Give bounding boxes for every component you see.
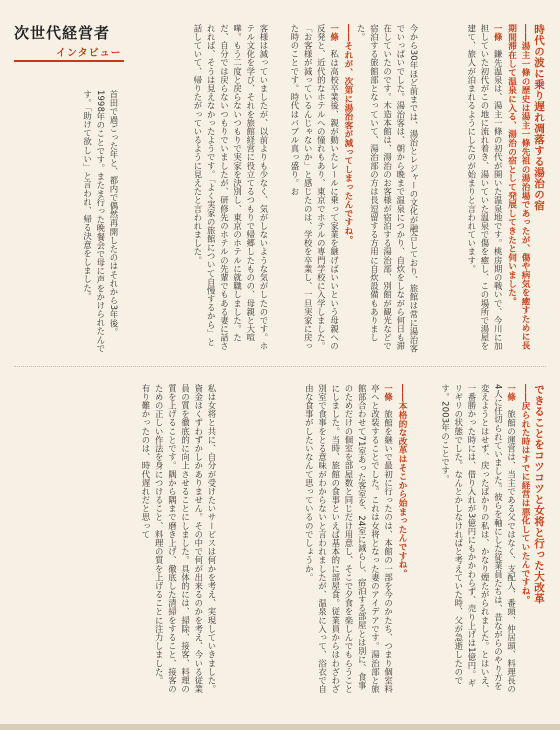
paragraph-5: 首田で過ごった年と、都内で偶然再開したのはそれから3年後。1998年のことです。またま行った晩餐会で母に声をかけられたんです。「助けて欲しい」と言われ、帰る決意をしました。 xyxy=(82,90,119,353)
paragraph-6: 旅館の運営は、当主である父ではなく、支配人、番頭、仲居頭、料理長の4人に任切られていました。彼らを軸にした従業員たちは、昔ながらのやり方を変えようとはせず、戻ったばかりの私は、かなり煙たがられました。とはいえ、一番勝かった時には、借り入れが3億円にもかかわらず、売り上げは1億円。ギリギリの状態でした。なんとかしなければと考えていた時、父が急逝したのです。2003年のことです。 xyxy=(440,384,517,694)
speaker-label: 一條 xyxy=(329,24,340,42)
speaker-label: 一條 xyxy=(506,384,517,402)
speaker-label: 一條 xyxy=(493,24,504,42)
header-rule xyxy=(14,60,124,62)
section-title: 次世代経営者 xyxy=(14,24,111,42)
paragraph-8: 私は女将と共に、自分が受けたいサービスは何かを考え、実現していきました。資金はくずわずかしかありません。その中で何が出来るのかを考え、今いる従業員の質を徹底的に向上させることにしました。具体的には、掃除、接客、料理の質を上げることです。隅から隅まで磨き上げ、徹底した清掃をすること、接客のための正しい作法を身につけること、料理の質を上げることに注力しました。 xyxy=(154,384,217,694)
heading-top: 時代の波に乗り遅れ凋落する湯治の宿 xyxy=(533,24,545,211)
top-column-4 xyxy=(14,90,120,354)
section-subtitle: インタビュー xyxy=(56,48,122,59)
paragraph-4: 客様は減っていましたが、以前よりも少なく、気がしないような気がしたのです。ホテル文化を学び、それを旅館経営に役立てるつもりで帰郷したものの、母親と大喧嘩。もう二度と戻らないつもりで実家を決別し、東京のホテルに就職しました。ただ、自分では戻らないつもりでいましたが、研修先のホテルの先輩でもある妻に話されれば、そうは見えなかったようです。「よく実家の旅館について自慢するから」と話していて、帰りたがっているように見えたと言われました。 xyxy=(192,24,269,351)
paragraph-9: 有り難かったのは、時代遅れだと思って xyxy=(140,384,151,539)
footer-bar xyxy=(0,724,560,730)
top-column-2 xyxy=(282,24,420,354)
section-header xyxy=(14,22,124,70)
bottom-column-2 xyxy=(230,384,408,694)
bottom-column-1 xyxy=(420,384,546,694)
bottom-column-3 xyxy=(14,384,218,694)
paragraph-3: 私は高校卒業後、親が動いたレールに乗って家業を継げばいいという母親への反発と、近代的なホテルへの憧れもあり、東京でホテルの専門学校に入学しました。「お客様が減っているんじゃないか」と感じたのは、学校を卒業し、一旦実家に戻った時のことです。時代はバブル真っ盛り。お xyxy=(289,24,340,351)
heading-bottom-2: ――本格的な改革はそこから始まったんですね。 xyxy=(397,384,407,578)
paragraph-2: 今から30年ほど前までは、湯治とレジャーの文化が融合しており、旅館は常に湯治客でいっぱいでした。湯治客は、朝から晩まで温泉につかり、自炊をしながら何日も滞在していたのです。木造本館は、湯治のお客様が宿泊する湯治部、別館が観光などで宿泊する旅館部となっていて、湯治部の方は長逗留する方用に自炊設備もありました。 xyxy=(356,24,419,353)
top-column-1 xyxy=(434,24,546,354)
heading-bottom-1: できることをコツコツと女将と行った大改革 xyxy=(533,384,545,604)
tier-divider xyxy=(14,366,546,367)
paragraph-1: 鎌先温泉は、湯主一條の初代が開いた温泉地です。桃房期の戦いで、今川に加担していた初代がこの地に流れ着き、湯いていた温泉で傷を癒し、この場所で湯屋を建て、旅人が泊まれるようにしたのが始まりと言われています。 xyxy=(466,24,504,351)
speaker-label: 一條 xyxy=(383,384,394,402)
lead-question-2: ――それが、次第に湯治客が減ってしまったんですね。 xyxy=(342,24,353,244)
lead-question-1: ――湯主一條の歴史は湯主一條先祖の湯治場であったが、傷や病気を癒すために長期間滞在して温泉に入る、湯治の宿として発展してきたと伺いました。 xyxy=(506,24,530,350)
paragraph-7: 旅館を継いで最初に行ったのは、本館の一部を今のかたち、つまり個室料亭へと改装することでした。これは女将となった妻のアイデアです。湯治部と旅館部合わせて71室あった客室を、24室に減らし、宿泊する部屋とは別に、食事のためだけの個室を部屋数と同じだけ用意し、そこで夕食を楽しんでもらうことにしました。当時、旅館の食事といえば基本的に部屋食。従業員からはわざわざ別室で食事をとる意味がわからないと言われましたが、温泉に入って、浴衣で自由な食事がしたいなんて思っているのでしょうか。 xyxy=(304,384,394,694)
lead-question-3: ――戻られた時はすでに経営は悪化していたんですね。 xyxy=(520,384,530,604)
top-column-3 xyxy=(130,24,270,354)
